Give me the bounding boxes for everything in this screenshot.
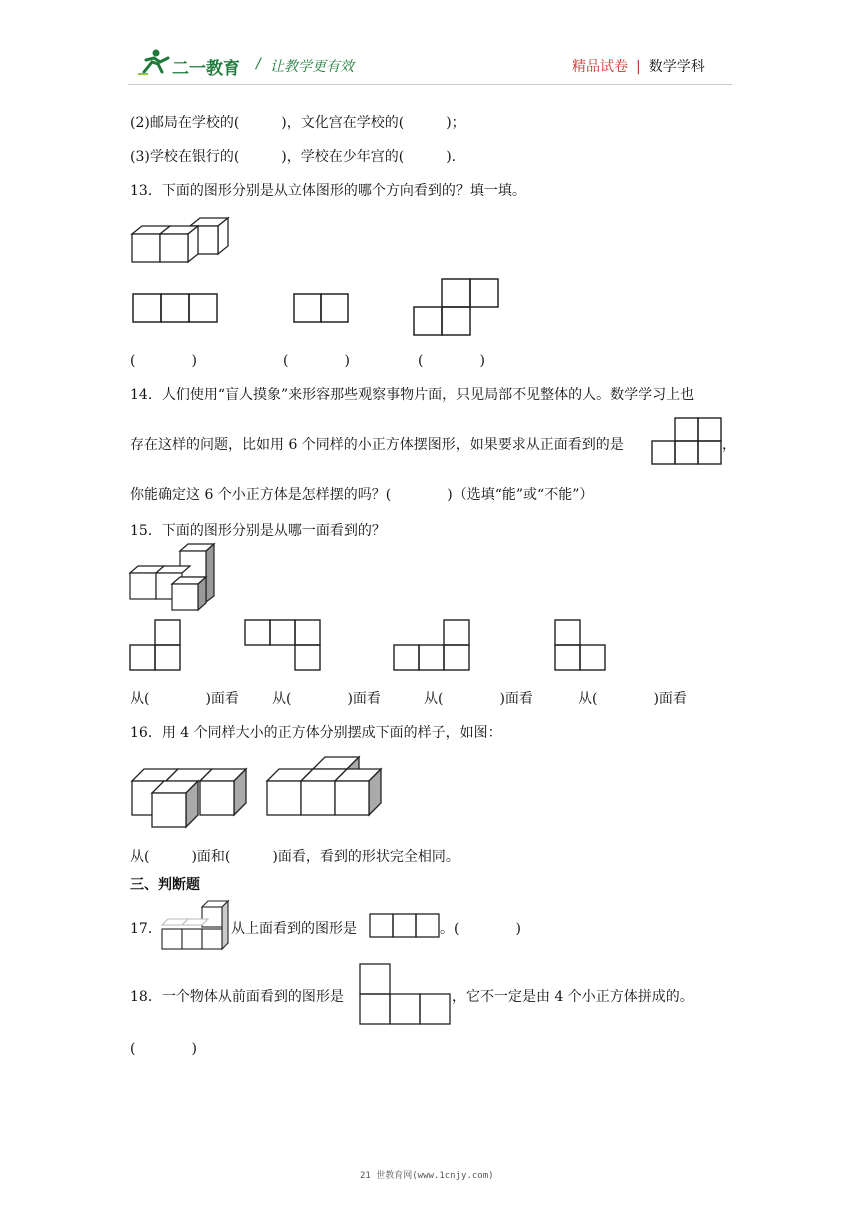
q15-answer-2[interactable]: 从( )面看 xyxy=(272,691,381,707)
q14-line1: 14．人们使用“盲人摸象”来形容那些观察事物片面，只见局部不见整体的人。数学学习上也 xyxy=(130,387,695,403)
q16-solid-figure-2 xyxy=(265,755,381,817)
logo-slash: / xyxy=(256,56,261,72)
brand-label: 精品试卷 xyxy=(572,59,628,75)
q16-answer[interactable]: 从( )面和( )面看，看到的形状完全相同。 xyxy=(130,849,460,865)
q15-view-1 xyxy=(129,619,181,671)
slogan: 让教学更有效 xyxy=(270,59,354,75)
logo-runner-icon xyxy=(136,48,172,76)
q16-stem: 16．用 4 个同样大小的正方体分别摆成下面的样子，如图： xyxy=(130,725,502,741)
q13-stem: 13．下面的图形分别是从立体图形的哪个方向看到的？填一填。 xyxy=(130,183,526,199)
q17-prefix: 17． xyxy=(130,921,162,937)
q13-view-1 xyxy=(132,293,218,323)
q15-answer-3[interactable]: 从( )面看 xyxy=(424,691,533,707)
section-title: 三、判断题 xyxy=(130,877,200,893)
q12-line2: (2)邮局在学校的( )，文化宫在学校的( )； xyxy=(130,115,466,131)
q14-line2: 存在这样的问题，比如用 6 个同样的小正方体摆图形，如果要求从正面看到的是 xyxy=(130,437,624,453)
q13-blank-2[interactable]: ( ) xyxy=(283,353,350,369)
q13-blank-3[interactable]: ( ) xyxy=(418,353,485,369)
q15-view-3 xyxy=(393,619,470,671)
q13-view-2 xyxy=(293,293,349,323)
q15-view-2 xyxy=(244,619,321,671)
q12-line3: (3)学校在银行的( )，学校在少年宫的( ). xyxy=(130,149,457,165)
footer-text: 21 世教育网(www.1cnjy.com) xyxy=(360,1171,494,1181)
logo-text: 二一教育 xyxy=(172,59,240,79)
q13-view-3 xyxy=(413,278,499,336)
q13-blank-1[interactable]: ( ) xyxy=(130,353,197,369)
q18-front-view xyxy=(359,963,453,1026)
q13-solid-figure xyxy=(130,216,230,264)
q18-suffix: ，它不一定是由 4 个小正方体拼成的。 xyxy=(452,989,694,1005)
header-rule xyxy=(128,84,732,85)
q15-answer-4[interactable]: 从( )面看 xyxy=(578,691,687,707)
header-divider: | xyxy=(636,59,641,75)
header-right xyxy=(572,56,705,76)
q15-view-4 xyxy=(554,619,606,671)
q15-answer-1[interactable]: 从( )面看 xyxy=(130,691,239,707)
q17-suffix[interactable]: 。( ) xyxy=(440,921,521,937)
q15-solid-figure xyxy=(128,542,218,612)
q15-stem: 15．下面的图形分别是从哪一面看到的？ xyxy=(130,523,386,539)
q17-mid: 从上面看到的图形是 xyxy=(231,921,357,937)
subject-label: 数学学科 xyxy=(648,59,705,75)
q14-line3: 你能确定这 6 个小正方体是怎样摆的吗？( )（选填“能”或“不能”） xyxy=(130,487,594,503)
q18-blank[interactable]: ( ) xyxy=(130,1041,197,1057)
q16-solid-figure-1 xyxy=(130,767,246,829)
q17-solid-figure xyxy=(160,899,232,951)
q14-line2-end: ， xyxy=(722,437,736,453)
q14-front-view xyxy=(651,417,723,465)
q17-top-view xyxy=(369,913,441,939)
q18-prefix: 18．一个物体从前面看到的图形是 xyxy=(130,989,344,1005)
